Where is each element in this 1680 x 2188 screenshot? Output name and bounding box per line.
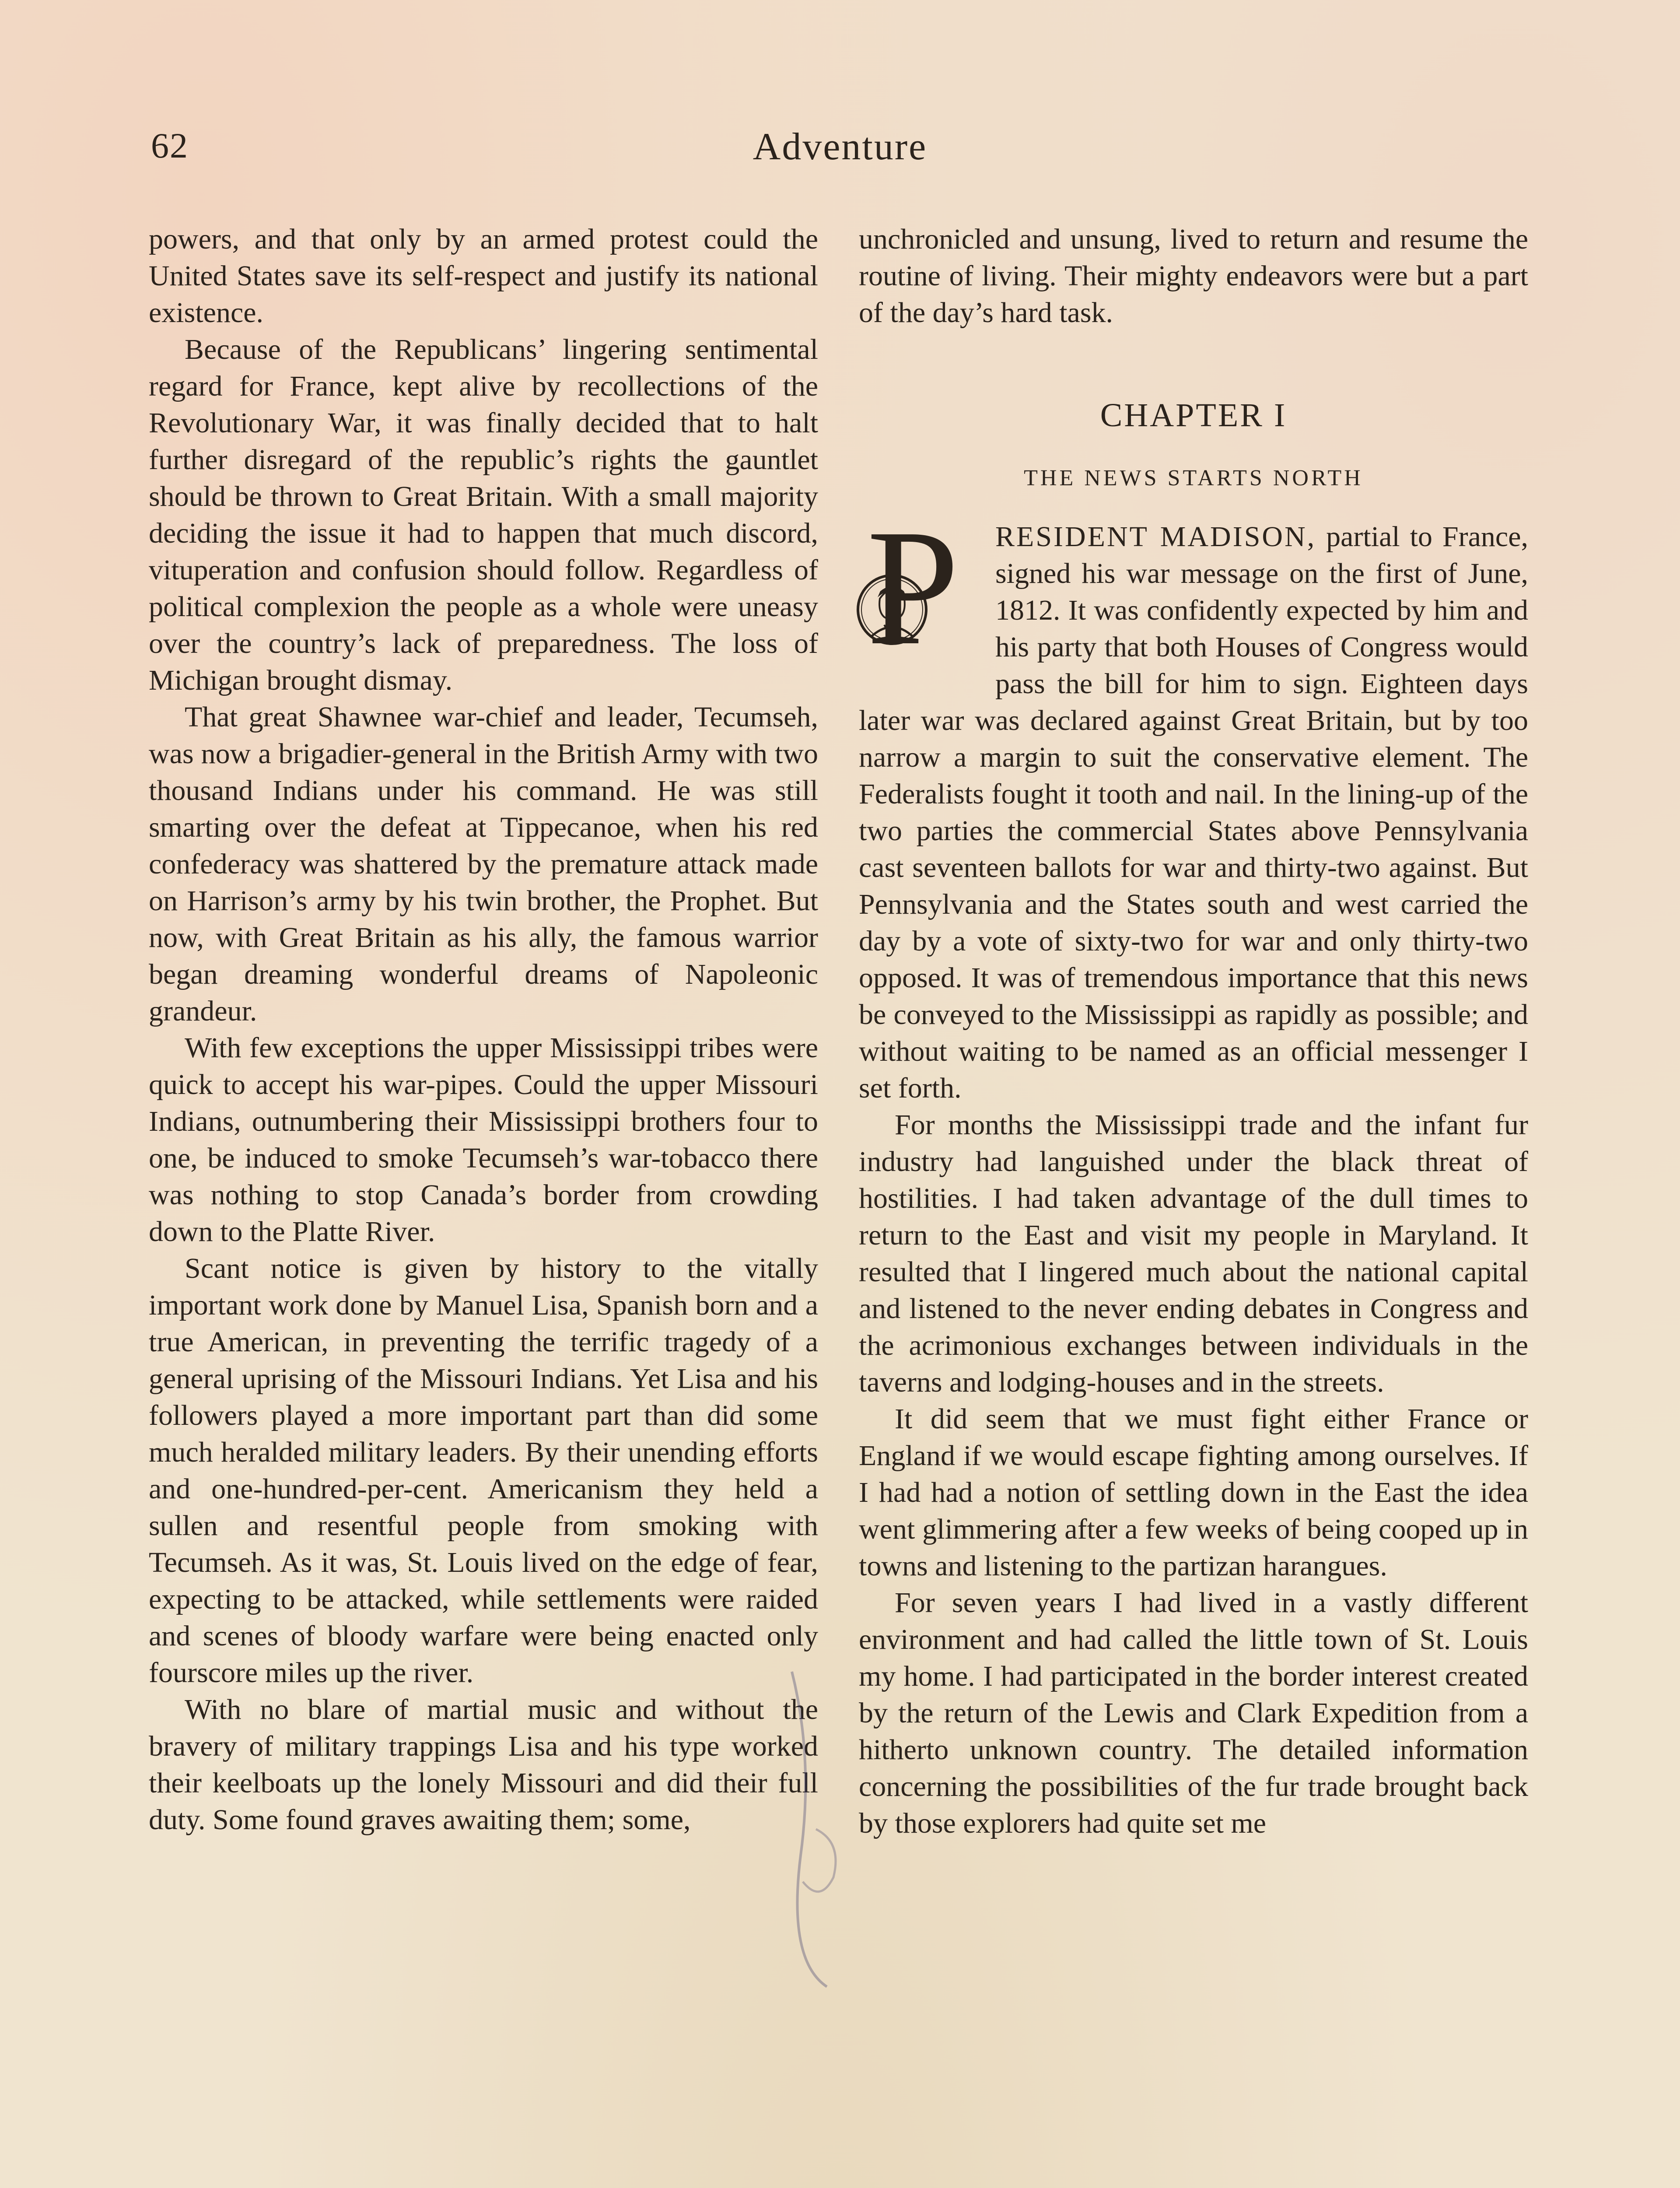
- paragraph: With no blare of martial music and without the bravery of military trappings Lisa and his type worked their keelboats up the lonely Missouri and did their full duty. Some found graves awaiting them; some,: [149, 1694, 818, 1836]
- right-column: [859, 221, 1528, 1842]
- chapter-opening-paragraph: [859, 495, 1528, 1107]
- paragraph: Because of the Republicans’ lingering sentimental regard for France, kept alive by recollections of the Revolutionary War, it was finally decided that to halt further disregard of the republic’s rights the gauntlet should be thrown to Great Britain. With a small majority deciding the issue it had to happen that much discord, vituperation and confusion should follow. Regardless of political complexion the people as a whole were uneasy over the country’s lack of preparedness. The loss of Michigan brought dismay.: [149, 333, 818, 696]
- left-column: [149, 221, 818, 1838]
- paragraph: It did seem that we must fight either France or England if we would escape fighting among ourselves. If I had had a notion of settling down in the East the idea went glimmering after a few weeks of being cooped up in towns and listening to the partizan harangues.: [859, 1403, 1528, 1582]
- paragraph: Scant notice is given by history to the vitally important work done by Manuel Lisa, Spanish born and a true American, in preventing the terrific tragedy of a general uprising of the Missouri Indians. Yet Lisa and his followers played a more important part than did some much heralded military leaders. By their unending efforts and one-hundred-per-cent. Americanism they held a sullen and resentful people from smoking with Tecumseh. As it was, St. Louis lived on the edge of fear, expecting to be attacked, while settlements were raided and scenes of bloody warfare were being enacted only fourscore miles up the river.: [149, 1252, 818, 1689]
- paragraph: That great Shawnee war-chief and leader, Tecumseh, was now a brigadier-general in the British Army with two thousand Indians under his command. He was still smarting over the defeat at Tippecanoe, when his red confederacy was shattered by the premature attack made on Harrison’s army by his twin brother, the Prophet. But now, with Great Britain as his ally, the famous warrior began dreaming wonderful dreams of Napoleonic grandeur.: [149, 701, 818, 1027]
- chapter-subtitle: THE NEWS STARTS NORTH: [1024, 466, 1363, 491]
- paragraph: With few exceptions the upper Mississippi tribes were quick to accept his war-pipes. Could the upper Missouri Indians, outnumbering their Mississippi brothers four to one, be induced to smoke Tecumseh’s war-tobacco there was nothing to stop Canada’s border from crowding down to the Platte River.: [149, 1032, 818, 1248]
- paragraph: For seven years I had lived in a vastly different environment and had called the little town of St. Louis my home. I had participated in the border interest created by the return of the Lewis and Clark Expedition from a hitherto unknown country. The detailed information concerning the possibilities of the fur trade brought back by those explorers had quite set me: [859, 1587, 1528, 1839]
- running-head: Adventure: [752, 126, 928, 168]
- chapter-title: CHAPTER I: [1100, 397, 1287, 434]
- drop-cap-letter: P: [867, 495, 959, 680]
- paragraph-text: partial to France, signed his war message on the first of June, 1812. It was confidently expected by him and his party that both Houses of Congress would pass the bill for him to sign. Eighteen days later war was declared against Great Britain, but by too narrow a margin to suit the conservative element. The Federalists fought it tooth and nail. In the lining-up of the two parties the commercial States above Pennsylvania cast seventeen ballots for war and thirty-two against. But Pennsylvania and the States south and west carried the day by a vote of sixty-two for war and only thirty-two opposed. It was of tremendous importance that this news be conveyed to the Mississippi as rapidly as possible; and without waiting to be named as an official messenger I set forth.: [859, 521, 1528, 1104]
- page-number: 62: [151, 126, 189, 165]
- paragraph: For months the Mississippi trade and the infant fur industry had languished under the black threat of hostilities. I had taken advantage of the dull times to return to the East and visit my people in Maryland. It resulted that I lingered much about the national capital and listened to the never ending debates in Congress and the acrimonious exchanges between individuals in the taverns and lodging-houses and in the streets.: [859, 1109, 1528, 1398]
- drop-cap-illustration: [854, 495, 985, 680]
- drop-cap-rest: RESIDENT MADISON,: [995, 521, 1316, 553]
- paragraph: powers, and that only by an armed protest could the United States save its self-respect and justify its national existence.: [149, 223, 818, 329]
- paragraph: unchronicled and unsung, lived to return and resume the routine of living. Their mighty endeavors were but a part of the day’s hard task.: [859, 223, 1528, 329]
